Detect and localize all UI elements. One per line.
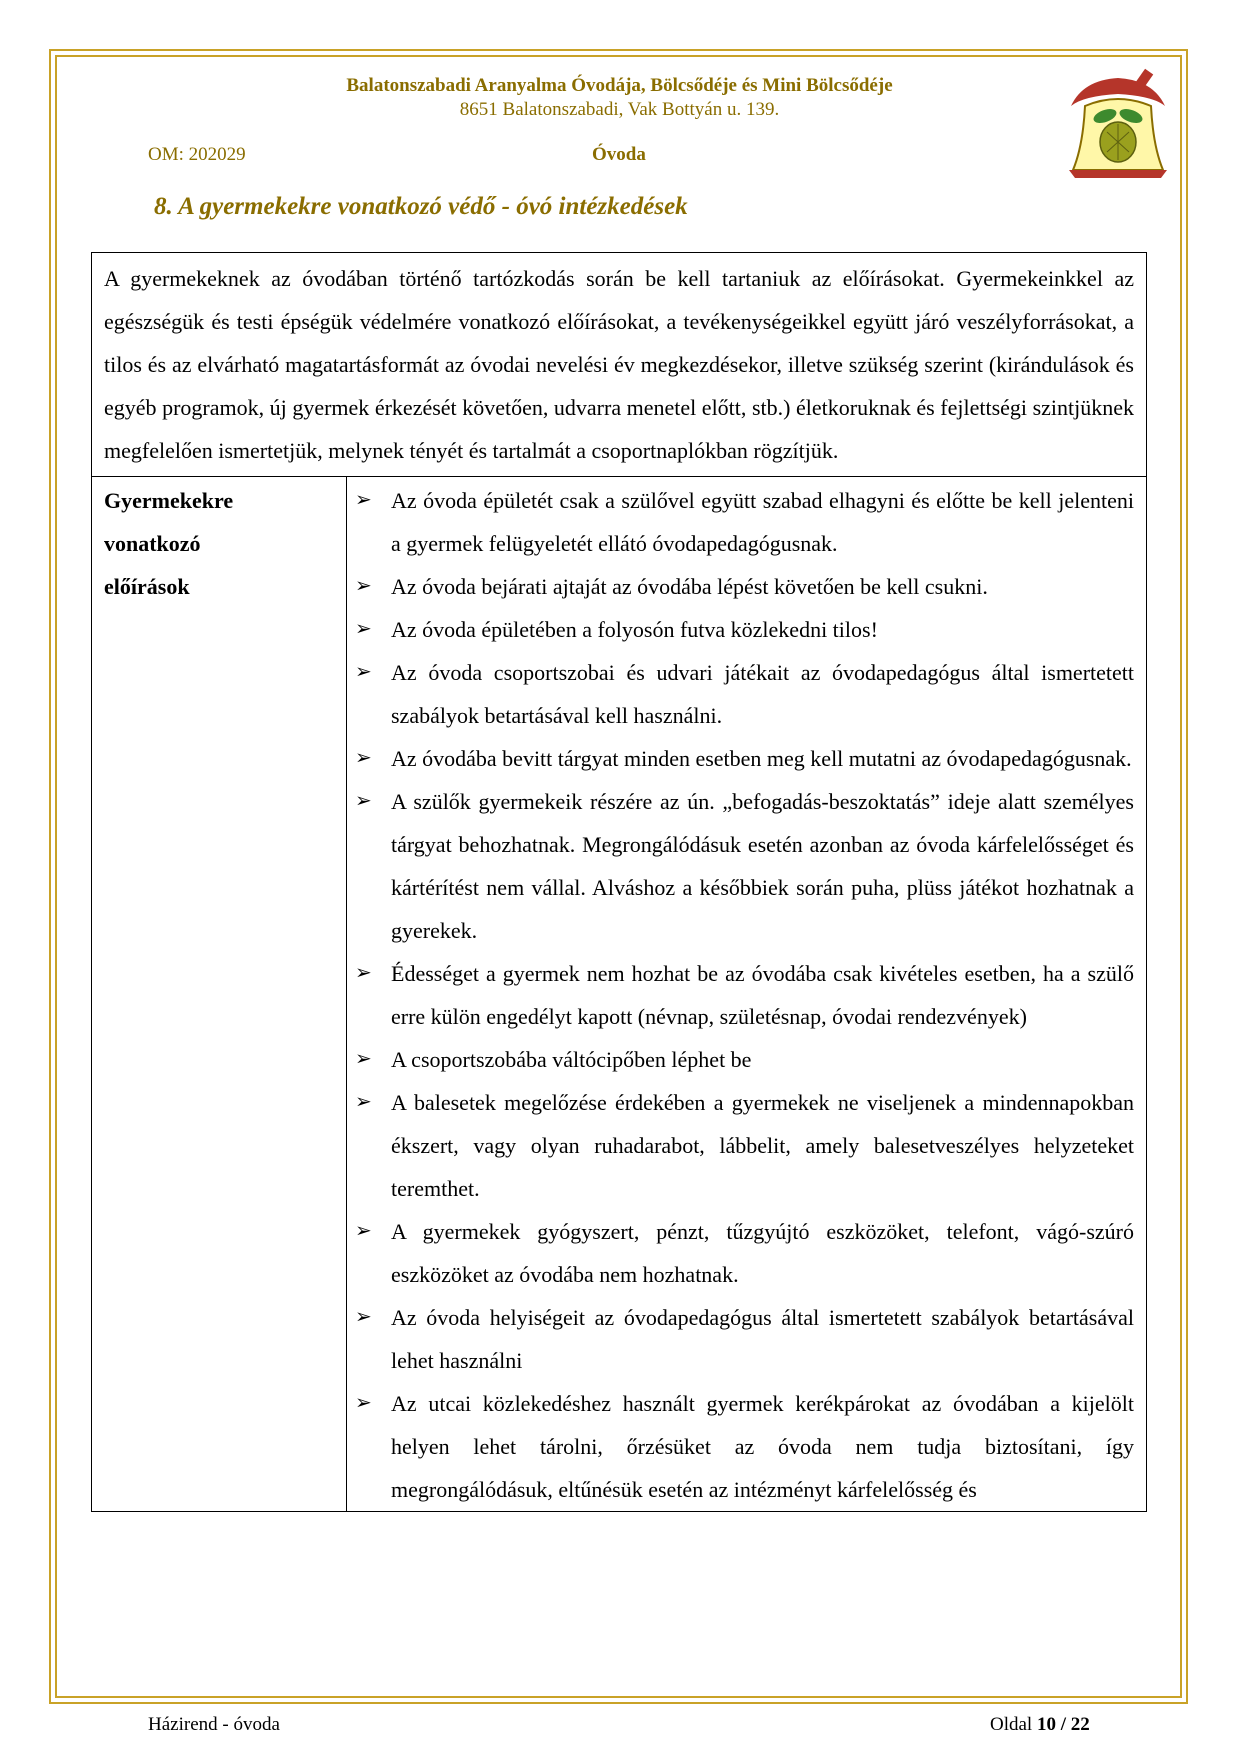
arrow-bullet-icon: ➢ <box>355 489 372 511</box>
arrow-bullet-icon: ➢ <box>355 1306 372 1328</box>
rules-label-line: előírások <box>104 574 190 599</box>
rules-label-cell <box>92 477 347 1512</box>
page-label: Oldal <box>990 1714 1033 1735</box>
rule-text: Édességet a gyermek nem hozhat be az óvodába csak kivételes esetben, ha a szülő erre külön engedélyt kapott (névnap, születésnap, óvodai rendezvények) <box>391 961 1134 1029</box>
rule-text: Az óvoda bejárati ajtaját az óvodába lépést követően be kell csukni. <box>391 574 988 599</box>
rule-item <box>355 737 1134 780</box>
arrow-bullet-icon: ➢ <box>355 790 372 812</box>
rules-label-line: Gyermekekre <box>104 488 234 513</box>
rule-text: Az óvodába bevitt tárgyat minden esetben meg kell mutatni az óvodapedagógusnak. <box>391 746 1132 771</box>
kindergarten-logo <box>1063 66 1173 184</box>
rule-text: A szülők gyermekeik részére az ún. „befogadás-beszoktatás” ideje alatt személyes tárgyat behozhatnak. Megrongálódásuk esetén azonban az óvoda kárfelelősséget és kártérítést nem vállal. Alváshoz a későbbiek során puha, plüss játékot hozhatnak a gyerekek. <box>391 789 1134 943</box>
rules-list <box>355 479 1134 1511</box>
arrow-bullet-icon: ➢ <box>355 1091 372 1113</box>
footer-document-name: Házirend - óvoda <box>148 1714 280 1735</box>
rule-text: Az óvoda helyiségeit az óvodapedagógus által ismertetett szabályok betartásával lehet használni <box>391 1305 1134 1373</box>
rule-item <box>355 565 1134 608</box>
rules-table <box>91 252 1147 1512</box>
rule-item <box>355 1081 1134 1210</box>
arrow-bullet-icon: ➢ <box>355 1048 372 1070</box>
rules-list-cell <box>347 477 1147 1512</box>
rule-item <box>355 608 1134 651</box>
page-total: 22 <box>1070 1714 1090 1735</box>
rule-item <box>355 1038 1134 1081</box>
rule-item <box>355 780 1134 952</box>
institution-name: Balatonszabadi Aranyalma Óvodája, Bölcsődéje és Mini Bölcsődéje <box>346 75 893 96</box>
arrow-bullet-icon: ➢ <box>355 1220 372 1242</box>
rules-label-line: vonatkozó <box>104 531 201 556</box>
arrow-bullet-icon: ➢ <box>355 1392 372 1414</box>
rule-text: A gyermekek gyógyszert, pénzt, tűzgyújtó eszközöket, telefont, vágó-szúró eszközöket az óvodába nem hozhatnak. <box>391 1219 1134 1287</box>
rule-item <box>355 1382 1134 1511</box>
om-number: OM: 202029 <box>148 144 246 165</box>
rule-text: Az óvoda épületét csak a szülővel együtt szabad elhagyni és előtte be kell jelenteni a gyermek felügyeletét ellátó óvodapedagógusnak. <box>391 488 1134 556</box>
arrow-bullet-icon: ➢ <box>355 962 372 984</box>
arrow-bullet-icon: ➢ <box>355 618 372 640</box>
arrow-bullet-icon: ➢ <box>355 747 372 769</box>
page-separator: / <box>1060 1714 1066 1735</box>
intro-paragraph: A gyermekeknek az óvodában történő tartózkodás során be kell tartaniuk az előírásokat. Gyermekeinkkel az egészségük és testi épségük védelmére vonatkozó előírásokat, a tevékenységeikkel együtt járó veszélyforrásokat, a tilos és az elvárható magatartásformát az óvodai nevelési év megkezdésekor, illetve szükség szerint (kirándulások és egyéb programok, új gyermek érkezését követően, udvarra menetel előtt, stb.) életkoruknak és fejlettségi szintjüknek megfelelően ismertetjük, melynek tényét és tartalmát a csoportnaplókban rögzítjük. <box>92 253 1147 477</box>
institution-address: 8651 Balatonszabadi, Vak Bottyán u. 139. <box>459 99 780 120</box>
arrow-bullet-icon: ➢ <box>355 661 372 683</box>
rule-item <box>355 1210 1134 1296</box>
rule-text: A csoportszobába váltócipőben léphet be <box>391 1047 752 1072</box>
rule-item <box>355 952 1134 1038</box>
rule-text: Az óvoda csoportszobai és udvari játékait az óvodapedagógus által ismertetett szabályok betartásával kell használni. <box>391 660 1134 728</box>
rule-item <box>355 479 1134 565</box>
section-title: 8. A gyermekekre vonatkozó védő - óvó intézkedések <box>154 193 688 220</box>
unit-label: Óvoda <box>592 144 646 165</box>
footer-page-number <box>990 1714 1090 1736</box>
rule-item <box>355 1296 1134 1382</box>
page-current: 10 <box>1036 1714 1056 1735</box>
rule-text: Az utcai közlekedéshez használt gyermek kerékpárokat az óvodában a kijelölt helyen lehet tárolni, őrzésüket az óvoda nem tudja biztosítani, így megrongálódásuk, eltűnésük esetén az intézményt kárfelelősség és <box>391 1391 1134 1502</box>
rule-text: Az óvoda épületében a folyosón futva közlekedni tilos! <box>391 617 878 642</box>
arrow-bullet-icon: ➢ <box>355 575 372 597</box>
rule-item <box>355 651 1134 737</box>
rule-text: A balesetek megelőzése érdekében a gyermekek ne viseljenek a mindennapokban ékszert, vagy olyan ruhadarabot, lábbelit, amely balesetveszélyes helyzeteket teremthet. <box>391 1090 1134 1201</box>
